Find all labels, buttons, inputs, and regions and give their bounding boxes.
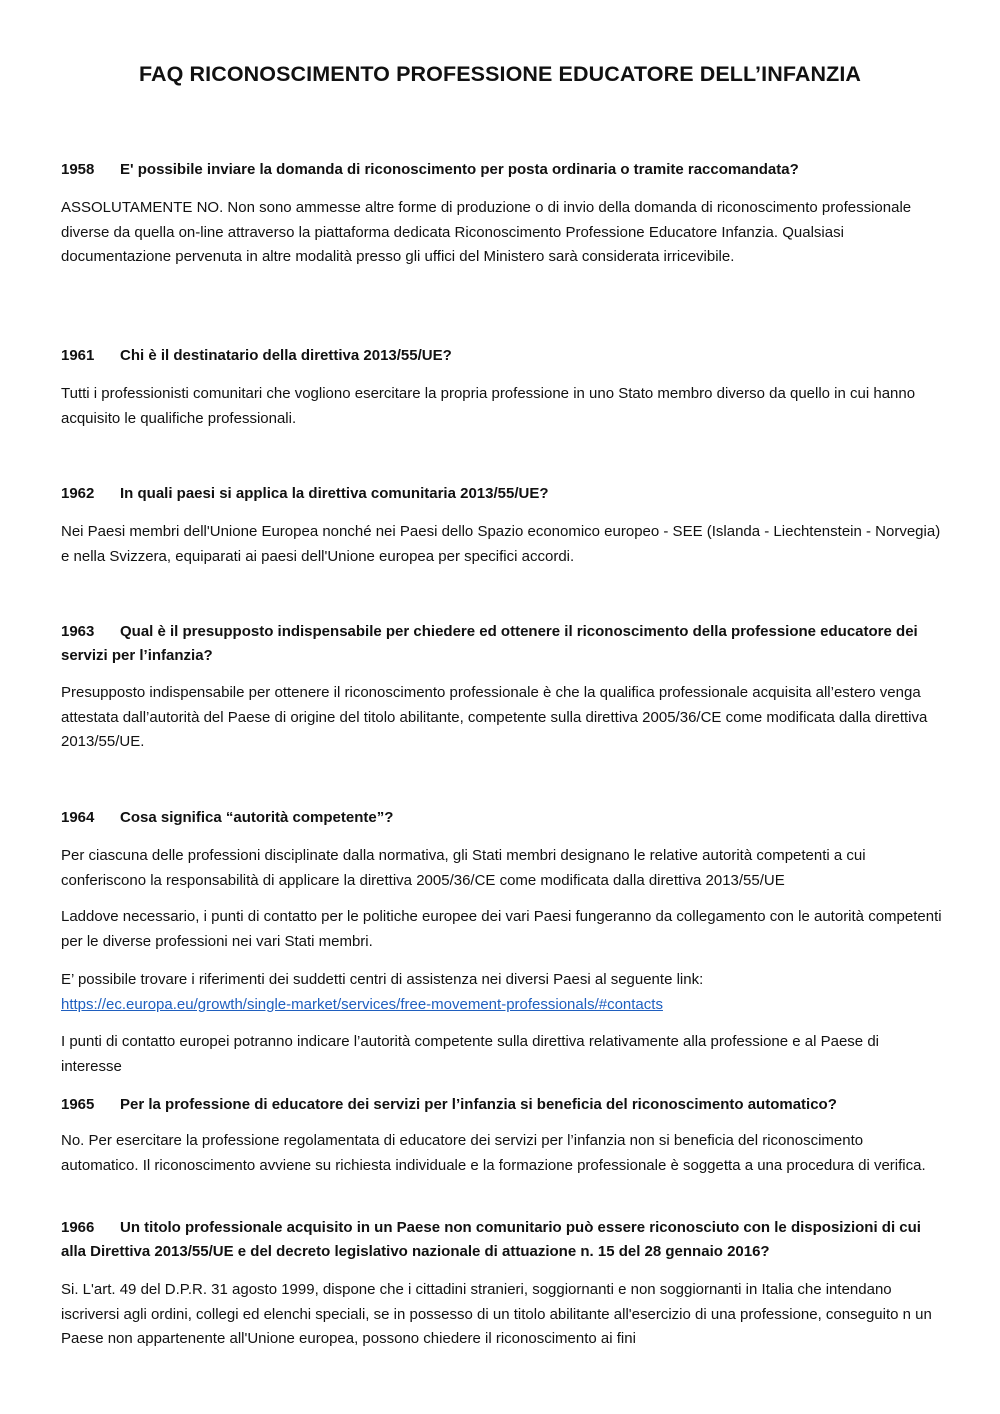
faq-answer-1966: Si. L'art. 49 del D.P.R. 31 agosto 1999, dispone che i cittadini stranieri, soggiornanti e non soggiornanti in Italia che intendano iscriversi agli ordini, collegi ed elenchi speciali, se in possesso di un titolo abilitante all'esercizio di una professione, conseguito n un Paese non appartenente all'Unione europea, possono chiedere il riconoscimento ai fini [61,1281,932,1347]
faq-number: 1966 [61,1219,95,1236]
faq-question-1964 [61,806,941,830]
page-title: FAQ RICONOSCIMENTO PROFESSIONE EDUCATORE DELL’INFANZIA [138,62,862,86]
faq-question-1961 [61,344,941,368]
faq-answer-1964-p1: Per ciascuna delle professioni disciplinate dalla normativa, gli Stati membri designano le relative autorità competenti a cui conferiscono la responsabilità di applicare la direttiva 2005/36/CE come modificata dalla direttiva 2013/55/UE [61,847,866,889]
faq-answer-text: E’ possibile trovare i riferimenti dei suddetti centri di assistenza nei diversi Paesi al seguente link: [61,971,704,988]
contacts-link[interactable]: https://ec.europa.eu/growth/single-market/services/free-movement-professionals/#contacts [61,995,663,1013]
faq-answer-1958: ASSOLUTAMENTE NO. Non sono ammesse altre forme di produzione o di invio della domanda di riconoscimento professionale diverse da quella on-line attraverso la piattaforma dedicata Riconoscimento Professione Educatore Infanzia. Qualsiasi documentazione pervenuta in altre modalità presso gli uffici del Ministero sarà considerata irricevibile. [61,199,912,265]
faq-number: 1961 [61,347,95,364]
faq-answer-1964-p2: Laddove necessario, i punti di contatto per le politiche europee dei vari Paesi fungeranno da collegamento con le autorità competenti per le diverse professioni nei vari Stati membri. [61,908,942,950]
faq-number: 1962 [61,485,95,502]
faq-question-text: Chi è il destinatario della direttiva 2013/55/UE? [120,347,452,364]
faq-number: 1963 [61,623,95,640]
faq-answer-1961: Tutti i professionisti comunitari che vogliono esercitare la propria professione in uno Stato membro diverso da quello in cui hanno acquisito le qualifiche professionali. [61,385,916,427]
faq-answer-1962: Nei Paesi membri dell'Unione Europea nonché nei Paesi dello Spazio economico europeo - SEE (Islanda - Liechtenstein - Norvegia) e nella Svizzera, equiparati ai paesi dell'Unione europea per specifici accordi. [61,523,941,565]
faq-question-1966 [61,1216,941,1264]
faq-answer-1964-p3 [61,968,943,1017]
faq-question-text: Un titolo professionale acquisito in un Paese non comunitario può essere riconosciuto con le disposizioni di cui alla Direttiva 2013/55/UE e del decreto legislativo nazionale di attuazione n. 15 del 28 gennaio 2016? [61,1219,921,1260]
faq-answer-1963: Presupposto indispensabile per ottenere il riconoscimento professionale è che la qualifica professionale acquisita all’estero venga attestata dall’autorità del Paese di origine del titolo abilitante, competente sulla direttiva 2005/36/CE come modificata dalla direttiva 2013/55/UE. [61,684,928,750]
faq-question-text: Per la professione di educatore dei servizi per l’infanzia si beneficia del riconoscimento automatico? [120,1096,837,1113]
faq-question-text: E' possibile inviare la domanda di riconoscimento per posta ordinaria o tramite raccomandata? [120,161,799,178]
faq-answer-1964-p4: I punti di contatto europei potranno indicare l’autorità competente sulla direttiva relativamente alla professione e al Paese di interesse [61,1033,879,1075]
faq-question-1962 [61,482,941,506]
faq-question-text: Qual è il presupposto indispensabile per chiedere ed ottenere il riconoscimento della professione educatore dei servizi per l’infanzia? [61,623,918,664]
faq-question-1958 [61,158,941,182]
faq-number: 1965 [61,1096,95,1113]
faq-number: 1958 [61,161,95,178]
faq-number: 1964 [61,809,95,826]
faq-question-1965 [61,1093,941,1117]
faq-question-text: Cosa significa “autorità competente”? [120,809,394,826]
faq-question-1963 [61,620,941,668]
faq-answer-1965: No. Per esercitare la professione regolamentata di educatore dei servizi per l’infanzia non si beneficia del riconoscimento automatico. Il riconoscimento avviene su richiesta individuale e la formazione professionale è soggetta a una procedura di verifica. [61,1132,926,1174]
faq-question-text: In quali paesi si applica la direttiva comunitaria 2013/55/UE? [120,485,549,502]
